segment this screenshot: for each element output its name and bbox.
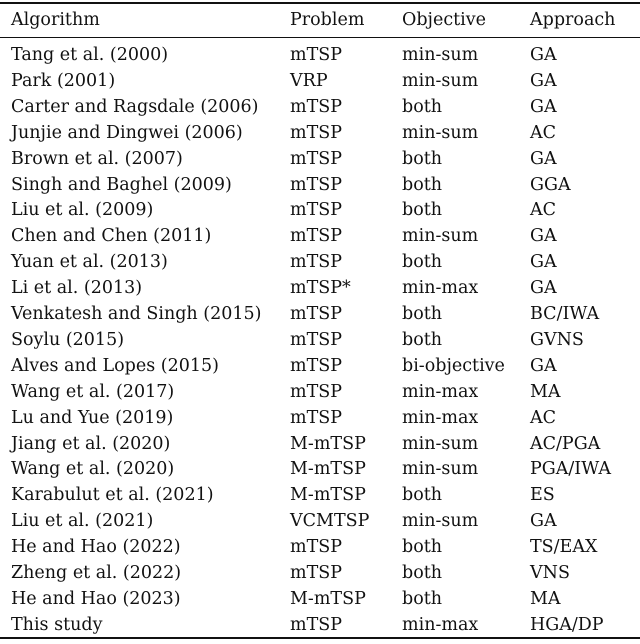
cell-approach: GGA bbox=[530, 174, 571, 195]
cell-algorithm: Alves and Lopes (2015) bbox=[11, 355, 219, 376]
cell-objective: both bbox=[402, 304, 443, 324]
top-rule bbox=[0, 2, 640, 4]
cell-problem: mTSP bbox=[290, 304, 343, 324]
cell-objective: bi-objective bbox=[402, 355, 505, 376]
cell-algorithm: Yuan et al. (2013) bbox=[11, 252, 168, 273]
cell-objective: both bbox=[402, 174, 443, 195]
cell-algorithm: Chen and Chen (2011) bbox=[11, 226, 212, 247]
cell-approach: GA bbox=[530, 226, 557, 247]
table-row bbox=[0, 353, 640, 379]
cell-approach: AC bbox=[530, 200, 557, 221]
header-approach: Approach bbox=[530, 10, 616, 30]
cell-objective: both bbox=[402, 96, 443, 117]
header-algorithm: Algorithm bbox=[11, 10, 100, 30]
bottom-rule bbox=[0, 637, 640, 639]
table-row bbox=[0, 456, 640, 482]
cell-problem: mTSP bbox=[290, 614, 343, 635]
cell-objective: both bbox=[402, 588, 443, 609]
cell-algorithm: Li et al. (2013) bbox=[11, 278, 143, 299]
table-row bbox=[0, 42, 640, 68]
table-row bbox=[0, 431, 640, 457]
cell-algorithm: Junjie and Dingwei (2006) bbox=[11, 122, 243, 143]
table-row bbox=[0, 327, 640, 353]
cell-objective: min-max bbox=[402, 407, 479, 428]
table-row bbox=[0, 223, 640, 249]
cell-problem: VCMTSP bbox=[290, 511, 370, 532]
cell-problem: mTSP bbox=[290, 174, 343, 195]
cell-problem: mTSP bbox=[290, 122, 343, 143]
cell-approach: GA bbox=[530, 45, 557, 65]
cell-problem: mTSP bbox=[290, 200, 343, 221]
header-objective: Objective bbox=[402, 10, 487, 30]
cell-problem: mTSP bbox=[290, 355, 343, 376]
cell-algorithm: Venkatesh and Singh (2015) bbox=[11, 304, 262, 324]
cell-algorithm: Liu et al. (2009) bbox=[11, 200, 154, 221]
cell-algorithm: Brown et al. (2007) bbox=[11, 148, 183, 169]
cell-approach: ES bbox=[530, 485, 555, 506]
cell-problem: mTSP bbox=[290, 226, 343, 247]
cell-algorithm: Park (2001) bbox=[11, 70, 116, 91]
header-rule bbox=[0, 37, 640, 38]
cell-objective: min-sum bbox=[402, 511, 479, 532]
cell-objective: both bbox=[402, 329, 443, 350]
cell-algorithm: He and Hao (2023) bbox=[11, 588, 181, 609]
table-row bbox=[0, 197, 640, 223]
table-row bbox=[0, 301, 640, 327]
cell-problem: mTSP bbox=[290, 407, 343, 428]
cell-approach: GA bbox=[530, 70, 557, 91]
cell-approach: GA bbox=[530, 252, 557, 273]
cell-objective: both bbox=[402, 148, 443, 169]
cell-objective: min-sum bbox=[402, 226, 479, 247]
cell-problem: M-mTSP bbox=[290, 485, 366, 506]
table-row bbox=[0, 534, 640, 560]
table-row bbox=[0, 68, 640, 94]
cell-approach: AC bbox=[530, 122, 557, 143]
cell-approach: AC/PGA bbox=[530, 433, 601, 454]
cell-algorithm: Wang et al. (2017) bbox=[11, 381, 175, 402]
table-row bbox=[0, 146, 640, 172]
cell-approach: MA bbox=[530, 381, 561, 402]
cell-approach: GVNS bbox=[530, 329, 584, 350]
cell-algorithm: Karabulut et al. (2021) bbox=[11, 485, 214, 506]
cell-objective: both bbox=[402, 252, 443, 273]
cell-algorithm: Tang et al. (2000) bbox=[11, 45, 169, 65]
cell-objective: min-sum bbox=[402, 45, 479, 65]
table-row bbox=[0, 508, 640, 534]
cell-objective: both bbox=[402, 563, 443, 583]
table-row bbox=[0, 586, 640, 612]
cell-algorithm: Liu et al. (2021) bbox=[11, 511, 154, 532]
cell-approach: TS/EAX bbox=[530, 537, 598, 558]
cell-approach: MA bbox=[530, 588, 561, 609]
table-row bbox=[0, 275, 640, 301]
cell-problem: mTSP bbox=[290, 329, 343, 350]
cell-approach: GA bbox=[530, 511, 557, 532]
cell-algorithm: This study bbox=[11, 614, 103, 635]
cell-objective: min-sum bbox=[402, 70, 479, 91]
table-row bbox=[0, 94, 640, 120]
cell-objective: both bbox=[402, 537, 443, 558]
cell-approach: PGA/IWA bbox=[530, 459, 611, 480]
cell-objective: both bbox=[402, 485, 443, 506]
cell-problem: mTSP bbox=[290, 252, 343, 273]
cell-algorithm: Lu and Yue (2019) bbox=[11, 407, 174, 428]
cell-approach: BC/IWA bbox=[530, 304, 600, 324]
cell-algorithm: Wang et al. (2020) bbox=[11, 459, 175, 480]
table-row bbox=[0, 379, 640, 405]
cell-problem: mTSP bbox=[290, 563, 343, 583]
cell-algorithm: Carter and Ragsdale (2006) bbox=[11, 96, 259, 117]
cell-approach: GA bbox=[530, 148, 557, 169]
cell-objective: both bbox=[402, 200, 443, 221]
cell-approach: HGA/DP bbox=[530, 614, 604, 635]
cell-problem: mTSP bbox=[290, 96, 343, 117]
cell-objective: min-sum bbox=[402, 459, 479, 480]
cell-problem: mTSP* bbox=[290, 278, 351, 299]
cell-objective: min-max bbox=[402, 381, 479, 402]
table-row bbox=[0, 249, 640, 275]
cell-problem: M-mTSP bbox=[290, 588, 366, 609]
cell-problem: M-mTSP bbox=[290, 459, 366, 480]
cell-objective: min-sum bbox=[402, 433, 479, 454]
cell-approach: GA bbox=[530, 355, 557, 376]
cell-objective: min-max bbox=[402, 614, 479, 635]
header-problem: Problem bbox=[290, 10, 365, 30]
cell-algorithm: Singh and Baghel (2009) bbox=[11, 174, 232, 195]
cell-objective: min-max bbox=[402, 278, 479, 299]
table-header-row bbox=[0, 7, 640, 33]
table-row bbox=[0, 405, 640, 431]
table-row bbox=[0, 482, 640, 508]
cell-algorithm: He and Hao (2022) bbox=[11, 537, 181, 558]
cell-approach: AC bbox=[530, 407, 557, 428]
cell-problem: mTSP bbox=[290, 537, 343, 558]
cell-approach: VNS bbox=[530, 563, 570, 583]
table-row bbox=[0, 120, 640, 146]
cell-problem: mTSP bbox=[290, 381, 343, 402]
cell-problem: VRP bbox=[290, 70, 328, 91]
cell-problem: mTSP bbox=[290, 148, 343, 169]
table-row bbox=[0, 612, 640, 638]
table-row bbox=[0, 172, 640, 198]
cell-problem: mTSP bbox=[290, 45, 343, 65]
cell-algorithm: Zheng et al. (2022) bbox=[11, 563, 182, 583]
cell-approach: GA bbox=[530, 278, 557, 299]
cell-problem: M-mTSP bbox=[290, 433, 366, 454]
table-row bbox=[0, 560, 640, 586]
cell-approach: GA bbox=[530, 96, 557, 117]
cell-algorithm: Soylu (2015) bbox=[11, 329, 125, 350]
cell-objective: min-sum bbox=[402, 122, 479, 143]
cell-algorithm: Jiang et al. (2020) bbox=[11, 433, 171, 454]
